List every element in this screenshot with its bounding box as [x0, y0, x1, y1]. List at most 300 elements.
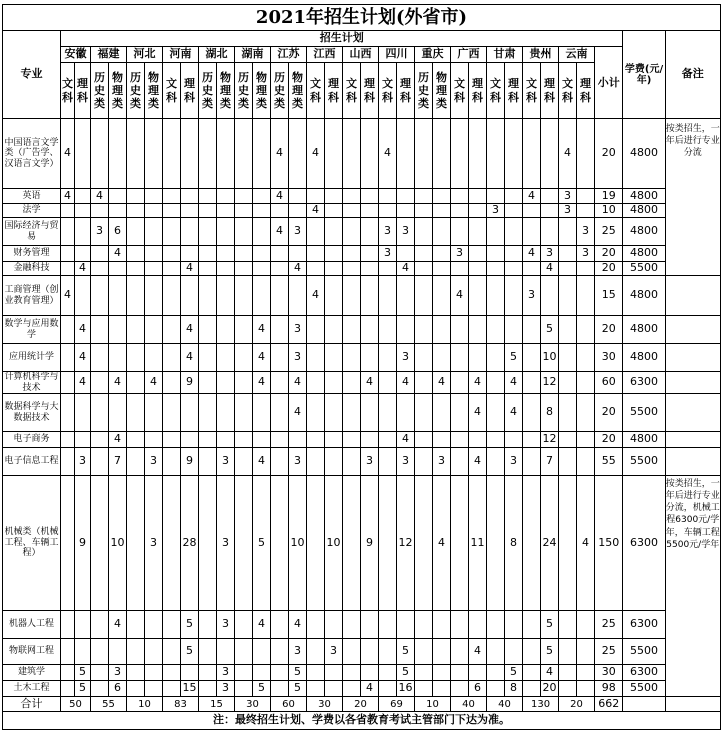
value-cell [559, 262, 577, 276]
value-cell [433, 218, 451, 246]
value-cell: 4 [253, 316, 271, 344]
value-cell [487, 189, 505, 204]
value-cell [163, 665, 181, 681]
table-row [3, 448, 721, 476]
value-cell [361, 611, 379, 639]
value-cell [145, 316, 163, 344]
value-cell: 9 [361, 476, 379, 611]
value-cell [487, 119, 505, 189]
subject-header: 物理类 [433, 63, 451, 119]
value-cell [361, 344, 379, 372]
value-cell [217, 344, 235, 372]
value-cell [127, 394, 145, 432]
enrollment-table [2, 30, 721, 730]
value-cell: 3 [91, 218, 109, 246]
value-cell: 4 [451, 276, 469, 316]
value-cell [145, 665, 163, 681]
value-cell: 4 [469, 639, 487, 665]
value-cell [127, 432, 145, 448]
value-cell [469, 119, 487, 189]
value-cell [487, 639, 505, 665]
value-cell [523, 611, 541, 639]
value-cell: 3 [397, 448, 415, 476]
table-row [3, 189, 721, 204]
value-cell [307, 639, 325, 665]
value-cell [127, 611, 145, 639]
value-cell [253, 276, 271, 316]
value-cell [325, 448, 343, 476]
value-cell [451, 665, 469, 681]
value-cell: 3 [541, 246, 559, 262]
value-cell [181, 432, 199, 448]
value-cell [199, 189, 217, 204]
value-cell [235, 681, 253, 697]
value-cell [61, 344, 75, 372]
value-cell [487, 276, 505, 316]
value-cell [325, 204, 343, 218]
value-cell [199, 316, 217, 344]
value-cell [361, 394, 379, 432]
value-cell [505, 316, 523, 344]
value-cell [361, 316, 379, 344]
subject-header: 历史类 [91, 63, 109, 119]
value-cell [253, 432, 271, 448]
value-cell [577, 276, 595, 316]
value-cell [271, 276, 289, 316]
remark-cell: 按类招生，一年后进行专业分流，机械工程6300元/学年，车辆工程5500元/学年 [665, 476, 720, 697]
value-cell [343, 276, 361, 316]
fee-cell: 4800 [623, 119, 665, 189]
province-header: 河南 [163, 47, 199, 63]
value-cell [91, 432, 109, 448]
total-value: 30 [307, 697, 343, 712]
value-cell [559, 276, 577, 316]
table-row [3, 344, 721, 372]
value-cell [75, 119, 91, 189]
value-cell [199, 262, 217, 276]
value-cell: 3 [523, 276, 541, 316]
value-cell [127, 681, 145, 697]
value-cell [433, 639, 451, 665]
value-cell [433, 681, 451, 697]
value-cell [523, 204, 541, 218]
province-header: 湖南 [235, 47, 271, 63]
total-value: 83 [163, 697, 199, 712]
fee-cell: 4800 [623, 316, 665, 344]
value-cell: 9 [75, 476, 91, 611]
value-cell: 4 [289, 611, 307, 639]
value-cell [451, 344, 469, 372]
value-cell [235, 316, 253, 344]
value-cell [487, 394, 505, 432]
value-cell [523, 316, 541, 344]
value-cell [487, 316, 505, 344]
major-cell: 金融科技 [3, 262, 61, 276]
value-cell [127, 204, 145, 218]
value-cell [379, 665, 397, 681]
value-cell [397, 204, 415, 218]
value-cell [235, 189, 253, 204]
value-cell [235, 276, 253, 316]
value-cell: 3 [451, 246, 469, 262]
value-cell [199, 204, 217, 218]
total-value: 60 [271, 697, 307, 712]
value-cell [451, 432, 469, 448]
value-cell [163, 394, 181, 432]
value-cell [235, 218, 253, 246]
value-cell: 4 [75, 372, 91, 394]
value-cell: 8 [505, 681, 523, 697]
remark-cell [665, 316, 720, 344]
value-cell [415, 639, 433, 665]
remark-cell [665, 432, 720, 448]
value-cell [61, 394, 75, 432]
value-cell [199, 611, 217, 639]
value-cell [415, 276, 433, 316]
fee-cell: 6300 [623, 372, 665, 394]
province-header: 江苏 [271, 47, 307, 63]
total-value: 15 [199, 697, 235, 712]
value-cell [253, 246, 271, 262]
value-cell [541, 218, 559, 246]
fee-cell: 4800 [623, 218, 665, 246]
value-cell [361, 218, 379, 246]
value-cell: 4 [145, 372, 163, 394]
subtotal-cell: 20 [595, 119, 623, 189]
value-cell [379, 639, 397, 665]
value-cell [415, 476, 433, 611]
value-cell: 3 [217, 448, 235, 476]
value-cell: 3 [505, 448, 523, 476]
table-row [3, 262, 721, 276]
value-cell [415, 204, 433, 218]
value-cell [343, 316, 361, 344]
total-remark-blank [665, 697, 720, 712]
value-cell: 3 [217, 665, 235, 681]
value-cell [75, 204, 91, 218]
value-cell: 4 [433, 372, 451, 394]
value-cell [379, 316, 397, 344]
value-cell: 4 [75, 344, 91, 372]
value-cell: 4 [181, 316, 199, 344]
remark-cell [665, 394, 720, 432]
value-cell [559, 372, 577, 394]
table-row [3, 476, 721, 611]
value-cell [163, 204, 181, 218]
value-cell [325, 276, 343, 316]
subject-header: 理科 [469, 63, 487, 119]
total-value: 130 [523, 697, 559, 712]
value-cell [379, 394, 397, 432]
value-cell [307, 394, 325, 432]
value-cell [61, 665, 75, 681]
value-cell [235, 204, 253, 218]
subtotal-cell: 15 [595, 276, 623, 316]
value-cell [307, 316, 325, 344]
value-cell [163, 448, 181, 476]
total-value: 40 [487, 697, 523, 712]
value-cell [127, 218, 145, 246]
value-cell [523, 394, 541, 432]
value-cell [361, 262, 379, 276]
subject-header: 文科 [487, 63, 505, 119]
value-cell [559, 316, 577, 344]
value-cell [433, 204, 451, 218]
major-cell: 土木工程 [3, 681, 61, 697]
value-cell [253, 665, 271, 681]
value-cell [469, 189, 487, 204]
major-header: 专业 [3, 31, 61, 119]
value-cell: 8 [541, 394, 559, 432]
value-cell [559, 432, 577, 448]
value-cell: 3 [559, 189, 577, 204]
value-cell [379, 372, 397, 394]
major-cell: 物联网工程 [3, 639, 61, 665]
value-cell [91, 476, 109, 611]
value-cell: 6 [109, 218, 127, 246]
value-cell: 4 [307, 119, 325, 189]
table-row [3, 639, 721, 665]
value-cell [163, 119, 181, 189]
value-cell [325, 262, 343, 276]
province-header: 江西 [307, 47, 343, 63]
value-cell [235, 262, 253, 276]
value-cell [469, 432, 487, 448]
value-cell [91, 665, 109, 681]
value-cell [217, 262, 235, 276]
value-cell [145, 218, 163, 246]
remark-cell [665, 448, 720, 476]
value-cell: 4 [541, 665, 559, 681]
value-cell [577, 448, 595, 476]
value-cell [289, 246, 307, 262]
value-cell [559, 681, 577, 697]
value-cell [325, 681, 343, 697]
value-cell: 3 [289, 344, 307, 372]
subject-header: 物理类 [145, 63, 163, 119]
subject-header: 理科 [325, 63, 343, 119]
value-cell: 4 [75, 262, 91, 276]
remark-cell [665, 276, 720, 316]
value-cell [271, 344, 289, 372]
value-cell [289, 119, 307, 189]
value-cell [163, 262, 181, 276]
value-cell: 3 [559, 204, 577, 218]
value-cell [325, 119, 343, 189]
major-cell: 工商管理（创业教育管理） [3, 276, 61, 316]
value-cell [361, 189, 379, 204]
value-cell [91, 639, 109, 665]
value-cell: 4 [505, 394, 523, 432]
value-cell [253, 639, 271, 665]
value-cell [127, 189, 145, 204]
value-cell [523, 432, 541, 448]
subject-header: 文科 [163, 63, 181, 119]
subtotal-cell: 20 [595, 432, 623, 448]
value-cell [145, 276, 163, 316]
value-cell [379, 681, 397, 697]
value-cell [199, 432, 217, 448]
value-cell [541, 119, 559, 189]
table-row [3, 432, 721, 448]
value-cell [163, 372, 181, 394]
value-cell: 4 [361, 372, 379, 394]
subject-header: 文科 [559, 63, 577, 119]
table-row [3, 665, 721, 681]
subject-header: 理科 [577, 63, 595, 119]
value-cell: 4 [523, 246, 541, 262]
value-cell [235, 372, 253, 394]
value-cell [577, 372, 595, 394]
value-cell [163, 476, 181, 611]
value-cell [217, 394, 235, 432]
value-cell [271, 394, 289, 432]
value-cell [577, 344, 595, 372]
value-cell [361, 204, 379, 218]
value-cell: 10 [289, 476, 307, 611]
value-cell [577, 189, 595, 204]
value-cell [325, 432, 343, 448]
value-cell [379, 432, 397, 448]
value-cell [271, 476, 289, 611]
subject-header: 理科 [361, 63, 379, 119]
fee-cell: 4800 [623, 246, 665, 262]
value-cell [325, 394, 343, 432]
value-cell: 4 [541, 262, 559, 276]
fee-cell: 4800 [623, 432, 665, 448]
value-cell [253, 119, 271, 189]
value-cell [397, 394, 415, 432]
subject-header: 理科 [397, 63, 415, 119]
value-cell [451, 448, 469, 476]
value-cell [343, 448, 361, 476]
value-cell [127, 119, 145, 189]
total-row [3, 697, 721, 712]
value-cell [433, 276, 451, 316]
value-cell [271, 639, 289, 665]
fee-cell: 5500 [623, 448, 665, 476]
value-cell [415, 246, 433, 262]
value-cell [415, 432, 433, 448]
value-cell [361, 276, 379, 316]
value-cell [523, 639, 541, 665]
subtotal-cell: 60 [595, 372, 623, 394]
value-cell [127, 372, 145, 394]
value-cell [289, 432, 307, 448]
value-cell: 5 [181, 611, 199, 639]
value-cell [487, 432, 505, 448]
value-cell [505, 119, 523, 189]
value-cell [91, 316, 109, 344]
value-cell: 5 [253, 476, 271, 611]
value-cell [469, 344, 487, 372]
value-cell [181, 665, 199, 681]
fee-cell: 4800 [623, 189, 665, 204]
value-cell [61, 639, 75, 665]
value-cell: 4 [61, 119, 75, 189]
value-cell [61, 681, 75, 697]
major-cell: 应用统计学 [3, 344, 61, 372]
value-cell [61, 262, 75, 276]
value-cell: 3 [75, 448, 91, 476]
value-cell [469, 611, 487, 639]
value-cell [75, 611, 91, 639]
value-cell [577, 119, 595, 189]
value-cell: 3 [217, 476, 235, 611]
value-cell [163, 432, 181, 448]
value-cell [361, 246, 379, 262]
value-cell: 3 [289, 218, 307, 246]
total-value: 50 [61, 697, 91, 712]
value-cell [61, 218, 75, 246]
value-cell [181, 246, 199, 262]
value-cell: 7 [541, 448, 559, 476]
value-cell [559, 476, 577, 611]
value-cell [217, 276, 235, 316]
value-cell [127, 448, 145, 476]
value-cell [127, 262, 145, 276]
value-cell [127, 246, 145, 262]
major-cell: 计算机科学与技术 [3, 372, 61, 394]
value-cell [451, 316, 469, 344]
subject-header: 理科 [181, 63, 199, 119]
value-cell [75, 639, 91, 665]
value-cell: 5 [253, 681, 271, 697]
value-cell: 3 [379, 246, 397, 262]
value-cell: 3 [577, 246, 595, 262]
subtotal-cell: 55 [595, 448, 623, 476]
value-cell [145, 119, 163, 189]
value-cell [181, 189, 199, 204]
value-cell [235, 246, 253, 262]
province-header: 河北 [127, 47, 163, 63]
value-cell [235, 119, 253, 189]
value-cell [163, 218, 181, 246]
subtotal-cell: 20 [595, 246, 623, 262]
value-cell: 15 [181, 681, 199, 697]
total-value: 55 [91, 697, 127, 712]
subtotal-cell: 20 [595, 316, 623, 344]
value-cell [271, 204, 289, 218]
value-cell [343, 246, 361, 262]
value-cell [361, 665, 379, 681]
value-cell [127, 476, 145, 611]
value-cell: 10 [541, 344, 559, 372]
value-cell [61, 448, 75, 476]
value-cell [271, 262, 289, 276]
value-cell [379, 276, 397, 316]
subtotal-cell: 25 [595, 218, 623, 246]
table-row [3, 611, 721, 639]
value-cell [559, 218, 577, 246]
value-cell [577, 611, 595, 639]
value-cell [289, 276, 307, 316]
value-cell [145, 189, 163, 204]
table-row [3, 218, 721, 246]
value-cell: 5 [397, 639, 415, 665]
province-header: 山西 [343, 47, 379, 63]
value-cell [415, 344, 433, 372]
value-cell [397, 189, 415, 204]
value-cell [541, 189, 559, 204]
value-cell [61, 204, 75, 218]
value-cell [199, 372, 217, 394]
value-cell [163, 246, 181, 262]
value-cell: 4 [253, 611, 271, 639]
value-cell [109, 204, 127, 218]
value-cell: 4 [109, 611, 127, 639]
value-cell [307, 372, 325, 394]
